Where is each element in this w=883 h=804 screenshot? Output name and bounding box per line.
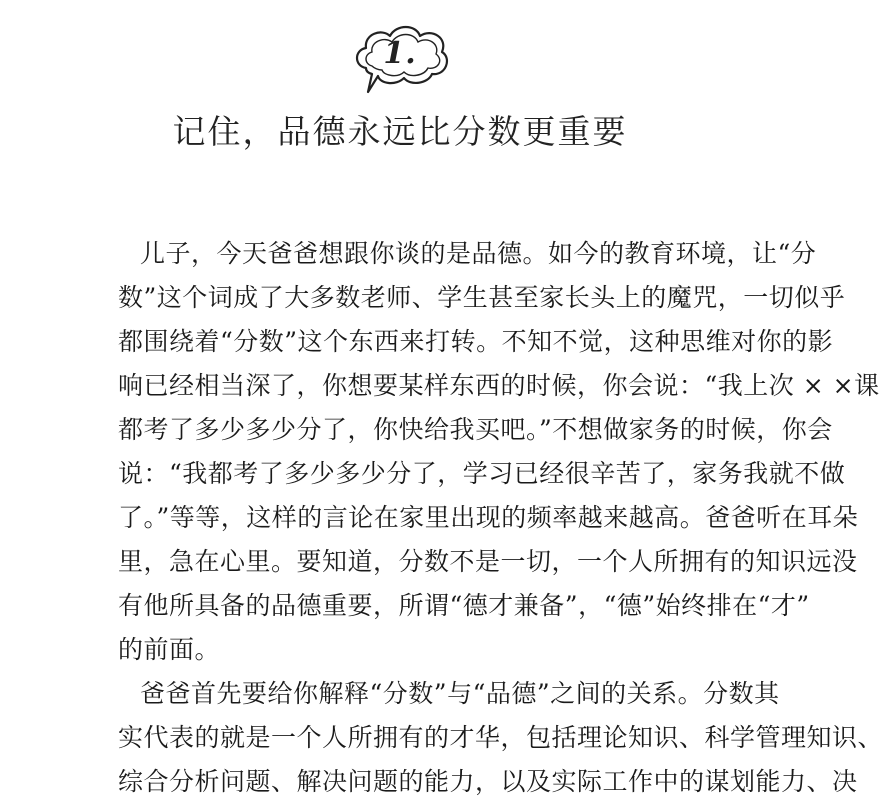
text-line: 响已经相当深了，你想要某样东西的时候，你会说：“我上次 × ×课 bbox=[118, 371, 880, 400]
text-line: 数”这个词成了大多数老师、学生甚至家长头上的魔咒，一切似乎 bbox=[118, 283, 846, 312]
text-line: 都围绕着“分数”这个东西来打转。不知不觉，这种思维对你的影 bbox=[118, 327, 834, 356]
text-line: 爸爸首先要给你解释“分数”与“品德”之间的关系。分数其 bbox=[140, 679, 780, 708]
text-line: 有他所具备的品德重要，所谓“德才兼备”，“德”始终排在“才” bbox=[118, 591, 810, 620]
text-line: 儿子，今天爸爸想跟你谈的是品德。如今的教育环境，让“分 bbox=[140, 239, 817, 268]
chapter-number: 1. bbox=[383, 36, 417, 71]
text-line: 综合分析问题、解决问题的能力，以及实际工作中的谋划能力、决 bbox=[118, 767, 858, 796]
text-line: 实代表的就是一个人所拥有的才华，包括理论知识、科学管理知识、 bbox=[118, 723, 883, 752]
text-line: 说：“我都考了多少多少分了，学习已经很辛苦了，家务我就不做 bbox=[118, 459, 846, 488]
text-line: 里，急在心里。要知道，分数不是一切，一个人所拥有的知识远没 bbox=[118, 547, 858, 576]
chapter-title: 记住，品德永远比分数更重要 bbox=[172, 112, 628, 151]
body-text bbox=[118, 232, 883, 804]
text-line: 的前面。 bbox=[118, 635, 221, 664]
chapter-badge bbox=[348, 18, 452, 98]
text-line: 都考了多少多少分了，你快给我买吧。”不想做家务的时候，你会 bbox=[118, 415, 833, 444]
paragraph bbox=[118, 672, 883, 804]
text-line: 了。”等等，这样的言论在家里出现的频率越来越高。爸爸听在耳朵 bbox=[118, 503, 859, 532]
paragraph bbox=[118, 232, 880, 672]
